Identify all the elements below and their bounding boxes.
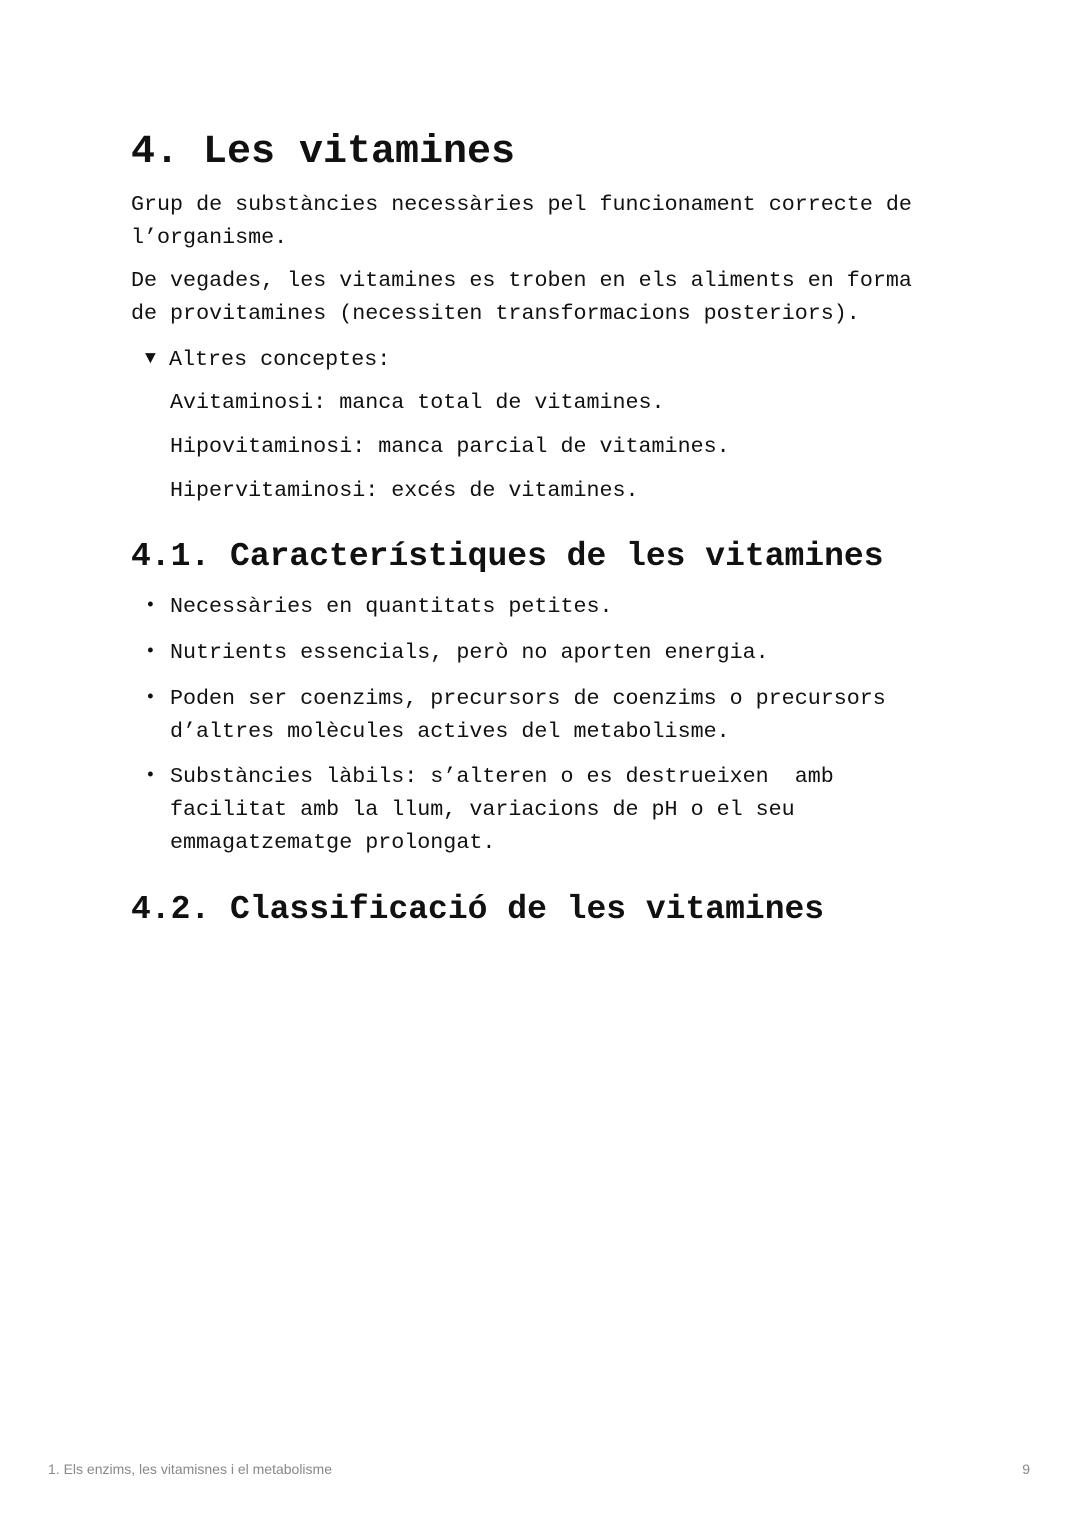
bullet-icon: • <box>145 766 156 786</box>
list-item <box>145 682 886 748</box>
list-text <box>170 590 613 623</box>
text-line: Necessàries en quantitats petites. <box>170 594 613 619</box>
list-item <box>145 760 834 859</box>
bullet-icon: • <box>145 688 156 708</box>
list-item <box>145 636 769 669</box>
text-line: de provitamines (necessiten transformacions posteriors). <box>131 301 860 326</box>
text-line: De vegades, les vitamines es troben en els aliments en forma <box>131 268 912 293</box>
text-line: Poden ser coenzims, precursors de coenzims o precursors <box>170 686 886 711</box>
list-item <box>145 590 613 623</box>
intro-paragraph <box>131 188 912 254</box>
section-heading: 4.1. Característiques de les vitamines <box>131 538 884 575</box>
toggle-item: Hipovitaminosi: manca parcial de vitamines. <box>170 434 730 459</box>
list-text <box>170 636 769 669</box>
provitamins-paragraph <box>131 264 912 330</box>
bullet-icon: • <box>145 596 156 616</box>
list-text <box>170 682 886 748</box>
text-line: emmagatzematge prolongat. <box>170 830 496 855</box>
toggle-item: Avitaminosi: manca total de vitamines. <box>170 390 665 415</box>
section-heading: 4.2. Classificació de les vitamines <box>131 891 825 928</box>
toggle-item: Hipervitaminosi: excés de vitamines. <box>170 478 639 503</box>
text-line: d’altres molècules actives del metabolisme. <box>170 719 730 744</box>
text-line: Substàncies làbils: s’alteren o es destrueixen amb <box>170 764 834 789</box>
toggle-label: Altres conceptes: <box>169 347 391 372</box>
triangle-down-icon[interactable]: ▼ <box>145 349 156 369</box>
text-line: facilitat amb la llum, variacions de pH o el seu <box>170 797 795 822</box>
text-line: Grup de substàncies necessàries pel funcionament correcte de <box>131 192 912 217</box>
list-text <box>170 760 834 859</box>
footer-doc-title: 1. Els enzims, les vitamisnes i el metabolisme <box>48 1461 332 1477</box>
page-title: 4. Les vitamines <box>131 130 516 175</box>
text-line: l’organisme. <box>131 225 288 250</box>
page-number: 9 <box>1022 1461 1030 1477</box>
toggle-altres-conceptes[interactable] <box>145 343 390 376</box>
text-line: Nutrients essencials, però no aporten energia. <box>170 640 769 665</box>
bullet-icon: • <box>145 642 156 662</box>
